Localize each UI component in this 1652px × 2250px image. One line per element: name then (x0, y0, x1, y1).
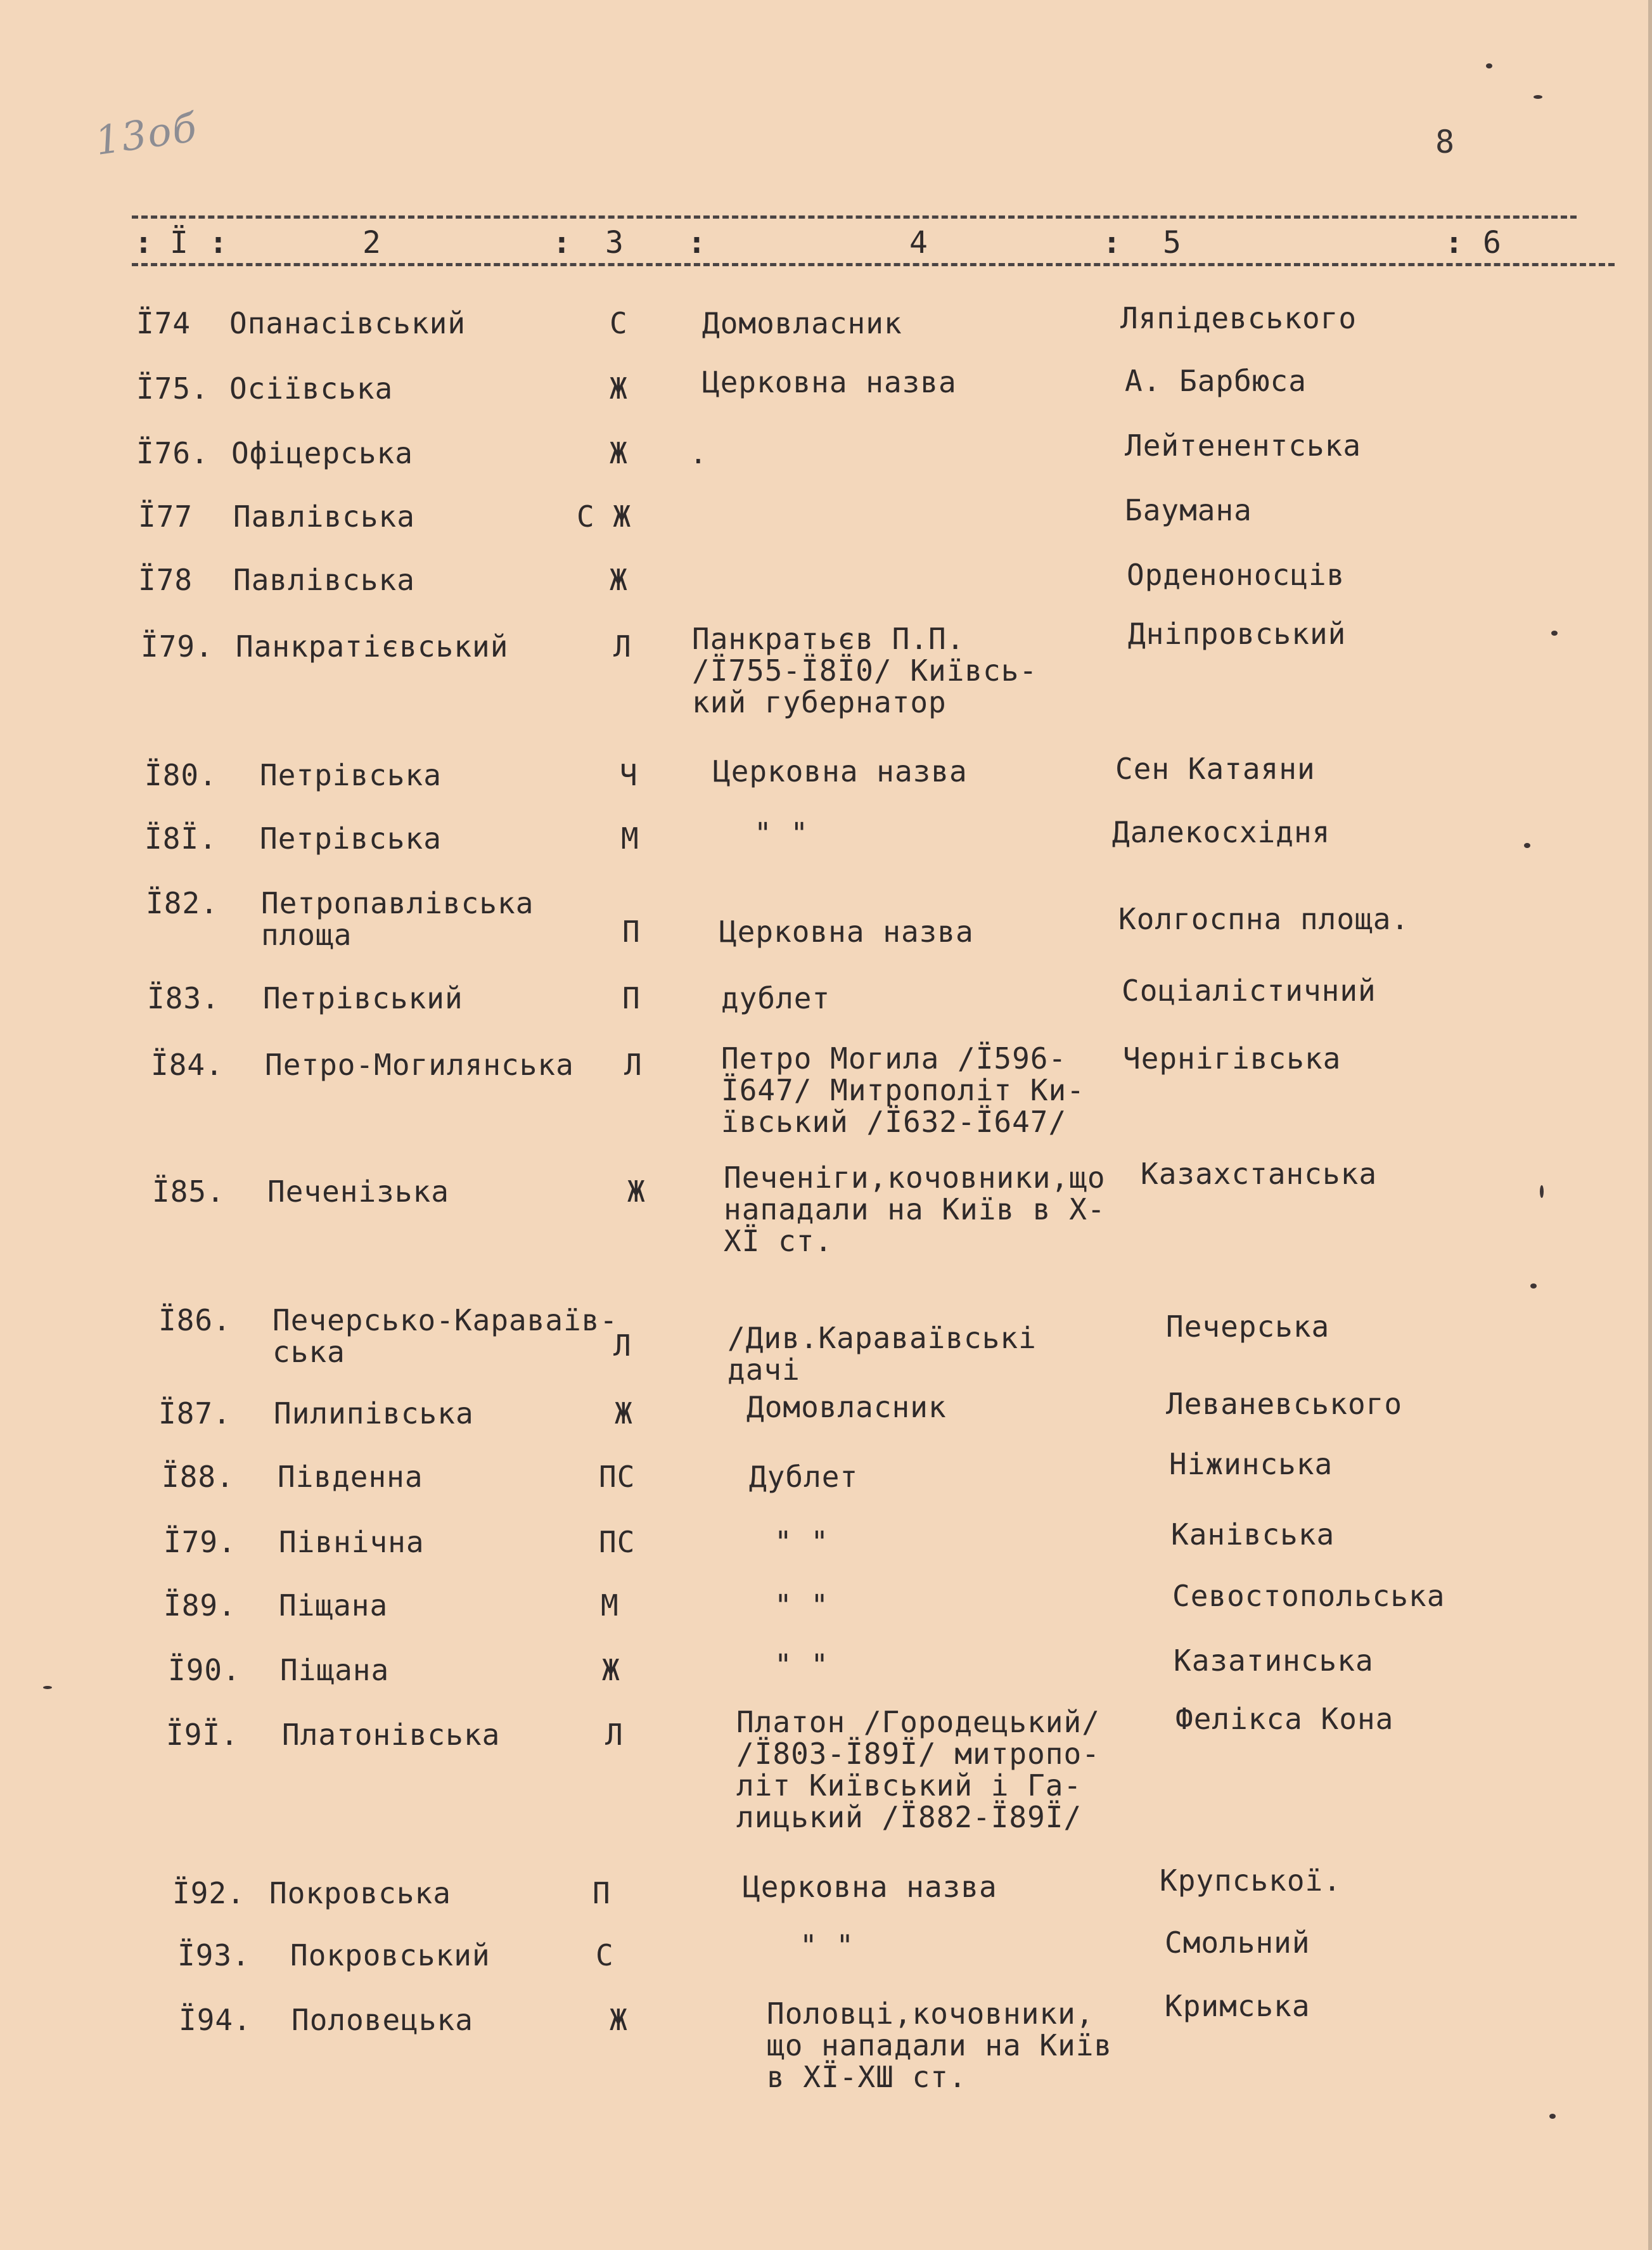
street-type: Ж (610, 563, 628, 597)
header-bottom-rule (132, 263, 1615, 266)
renamed-to: Смольний (1165, 1925, 1310, 1960)
name-origin: Печеніги,кочовники,що нападали на Київ в Х- ХЇ ст. (724, 1160, 1106, 1258)
name-origin: " " (774, 1588, 829, 1623)
column-header-6: 6 (1483, 225, 1501, 260)
paper-speck (1549, 2114, 1556, 2119)
street-name: Печенізька (267, 1174, 449, 1209)
name-origin: Панкратьєв П.П. /Ї755-Ї8Ї0/ Київсь- кий губернатор (692, 622, 1038, 719)
column-header-1: Ї (170, 225, 188, 260)
street-type: Ж (602, 1653, 620, 1687)
street-name: Петрівська (260, 758, 442, 792)
renamed-to: Печерська (1166, 1309, 1330, 1344)
street-type: Ж (610, 436, 628, 470)
row-number: Ї89. (163, 1588, 236, 1623)
name-origin: " " (800, 1929, 855, 1963)
street-name: Платонівська (282, 1718, 501, 1752)
renamed-to: Казатинська (1174, 1643, 1374, 1678)
street-name: Піщана (279, 1588, 388, 1623)
street-type: Ж (610, 371, 628, 406)
street-name: Опанасівський (229, 306, 466, 340)
column-separator: : (209, 225, 227, 260)
row-number: Ї79. (141, 629, 214, 664)
name-origin: Церковна назва (713, 754, 968, 788)
renamed-to: Фелікса Кона (1175, 1702, 1394, 1736)
name-origin: " " (754, 816, 809, 851)
name-origin: Дублет (749, 1460, 859, 1494)
row-number: Ї8Ї. (144, 821, 217, 856)
renamed-to: А. Барбюса (1125, 364, 1307, 398)
row-number: Ї93. (177, 1938, 250, 1972)
street-type: С (596, 1938, 614, 1972)
name-origin: Петро Могила /Ї596- Ї647/ Митрополіт Ки- ївський /Ї632-Ї647/ (721, 1041, 1085, 1139)
renamed-to: Баумана (1125, 493, 1252, 527)
street-name: Південна (278, 1460, 423, 1494)
street-type: Л (613, 1328, 632, 1363)
street-name: Панкратієвський (236, 629, 509, 664)
column-header-3: 3 (605, 225, 624, 260)
street-name: Павлівська (233, 499, 415, 534)
column-separator: : (1445, 225, 1463, 260)
renamed-to: Чернігівська (1123, 1041, 1341, 1076)
column-header-4: 4 (909, 225, 928, 260)
renamed-to: Кримська (1165, 1989, 1310, 2023)
row-number: Ї80. (144, 758, 217, 792)
street-name: Осіївська (229, 371, 394, 406)
paper-speck (1534, 95, 1542, 99)
renamed-to: Казахстанська (1141, 1157, 1378, 1191)
renamed-to: Ніжинська (1169, 1447, 1333, 1481)
name-origin: " " (774, 1525, 829, 1559)
column-header-row (0, 225, 1652, 263)
row-number: Ї79. (163, 1525, 236, 1559)
row-number: Ї76. (136, 436, 209, 470)
street-name: Офіцерська (231, 436, 413, 470)
street-name: Петрівський (263, 981, 463, 1015)
street-type: П (622, 915, 641, 949)
paper-speck (43, 1686, 52, 1689)
street-name: Північна (279, 1525, 425, 1559)
paper-speck (1486, 63, 1492, 68)
renamed-to: Лейтенентська (1125, 428, 1362, 463)
street-type: П (592, 1876, 611, 1910)
name-origin: Церковна назва (743, 1870, 997, 1904)
column-header-2: 2 (362, 225, 381, 260)
renamed-to: Канівська (1171, 1517, 1335, 1552)
renamed-to: Ляпідевського (1120, 301, 1357, 335)
row-number: Ї84. (151, 1048, 224, 1082)
column-separator: : (1103, 225, 1121, 260)
name-origin: Домовласник (746, 1390, 947, 1424)
name-origin: Платон /Городецький/ /Ї803-Ї89Ї/ митропо- літ Київський і Га- лицький /Ї882-Ї89Ї/ (736, 1705, 1100, 1834)
renamed-to: Далекосхідня (1112, 815, 1331, 849)
row-number: Ї85. (152, 1174, 225, 1209)
street-type: М (601, 1588, 619, 1623)
renamed-to: Дніпровський (1128, 617, 1347, 651)
street-type: С Ж (577, 499, 632, 534)
column-separator: : (688, 225, 706, 260)
name-origin: Домовласник (702, 306, 902, 340)
paper-speck (1530, 1283, 1537, 1289)
street-type: Ж (615, 1396, 633, 1430)
name-origin: дублет (721, 981, 831, 1015)
row-number: Ї90. (168, 1653, 241, 1687)
row-number: Ї75. (136, 371, 209, 406)
street-type: М (621, 821, 639, 856)
street-name: Петропавлівська площа (261, 886, 534, 952)
column-header-5: 5 (1163, 225, 1181, 260)
row-number: Ї94. (179, 2003, 252, 2037)
street-type: Ч (620, 758, 638, 792)
name-origin: /Див.Караваївські дачі (727, 1321, 1037, 1387)
name-origin: " " (774, 1648, 829, 1682)
renamed-to: Крупської. (1160, 1863, 1341, 1898)
row-number: Ї86. (158, 1303, 231, 1337)
name-origin: Церковна назва (702, 365, 957, 399)
renamed-to: Соціалістичний (1122, 974, 1376, 1008)
name-origin: . (689, 436, 708, 470)
street-type: Л (613, 629, 632, 664)
row-number: Ї74 (136, 306, 191, 340)
street-name: Покровський (290, 1938, 490, 1972)
row-number: Ї87. (158, 1396, 231, 1430)
street-type: П (622, 981, 641, 1015)
header-top-rule (132, 215, 1577, 219)
row-number: Ї9Ї. (166, 1718, 239, 1752)
street-name: Покровська (269, 1876, 451, 1910)
row-number: Ї78 (138, 563, 193, 597)
renamed-to: Колгоспна площа. (1118, 902, 1410, 936)
street-type: ПС (599, 1525, 636, 1559)
street-type: Л (605, 1718, 624, 1752)
street-name: Половецька (291, 2003, 473, 2037)
row-number: Ї82. (146, 886, 219, 920)
archive-folio-mark: 13об (92, 104, 201, 164)
street-name: Петрівська (260, 821, 442, 856)
street-name: Павлівська (233, 563, 415, 597)
paper-speck (1524, 843, 1530, 848)
row-number: Ї83. (147, 981, 220, 1015)
street-name: Печерсько-Караваїв- ська (272, 1303, 618, 1369)
street-type: Ж (610, 2003, 628, 2037)
street-name: Пилипівська (274, 1396, 474, 1430)
street-type: С (610, 306, 628, 340)
row-number: Ї77 (138, 499, 193, 534)
column-separator: : (553, 225, 571, 260)
street-name: Петро-Могилянська (265, 1048, 574, 1082)
page-number: 8 (1435, 124, 1455, 160)
renamed-to: Орденоносців (1127, 558, 1345, 592)
paper-speck (1551, 631, 1558, 636)
street-type: ПС (599, 1460, 636, 1494)
name-origin: Половці,кочовники, що нападали на Київ в ХЇ-ХШ ст. (767, 1996, 1113, 2094)
renamed-to: Леваневського (1166, 1387, 1403, 1421)
page-edge (1648, 0, 1652, 2250)
row-number: Ї92. (172, 1876, 245, 1910)
renamed-to: Сен Катаяни (1115, 752, 1316, 786)
street-type: Ж (627, 1174, 646, 1209)
renamed-to: Севостопольська (1172, 1579, 1445, 1613)
street-name: Піщана (280, 1653, 390, 1687)
paper-speck (1540, 1185, 1544, 1198)
column-separator: : (134, 225, 153, 260)
name-origin: Церковна назва (719, 915, 974, 949)
street-type: Л (624, 1048, 643, 1082)
row-number: Ї88. (162, 1460, 234, 1494)
